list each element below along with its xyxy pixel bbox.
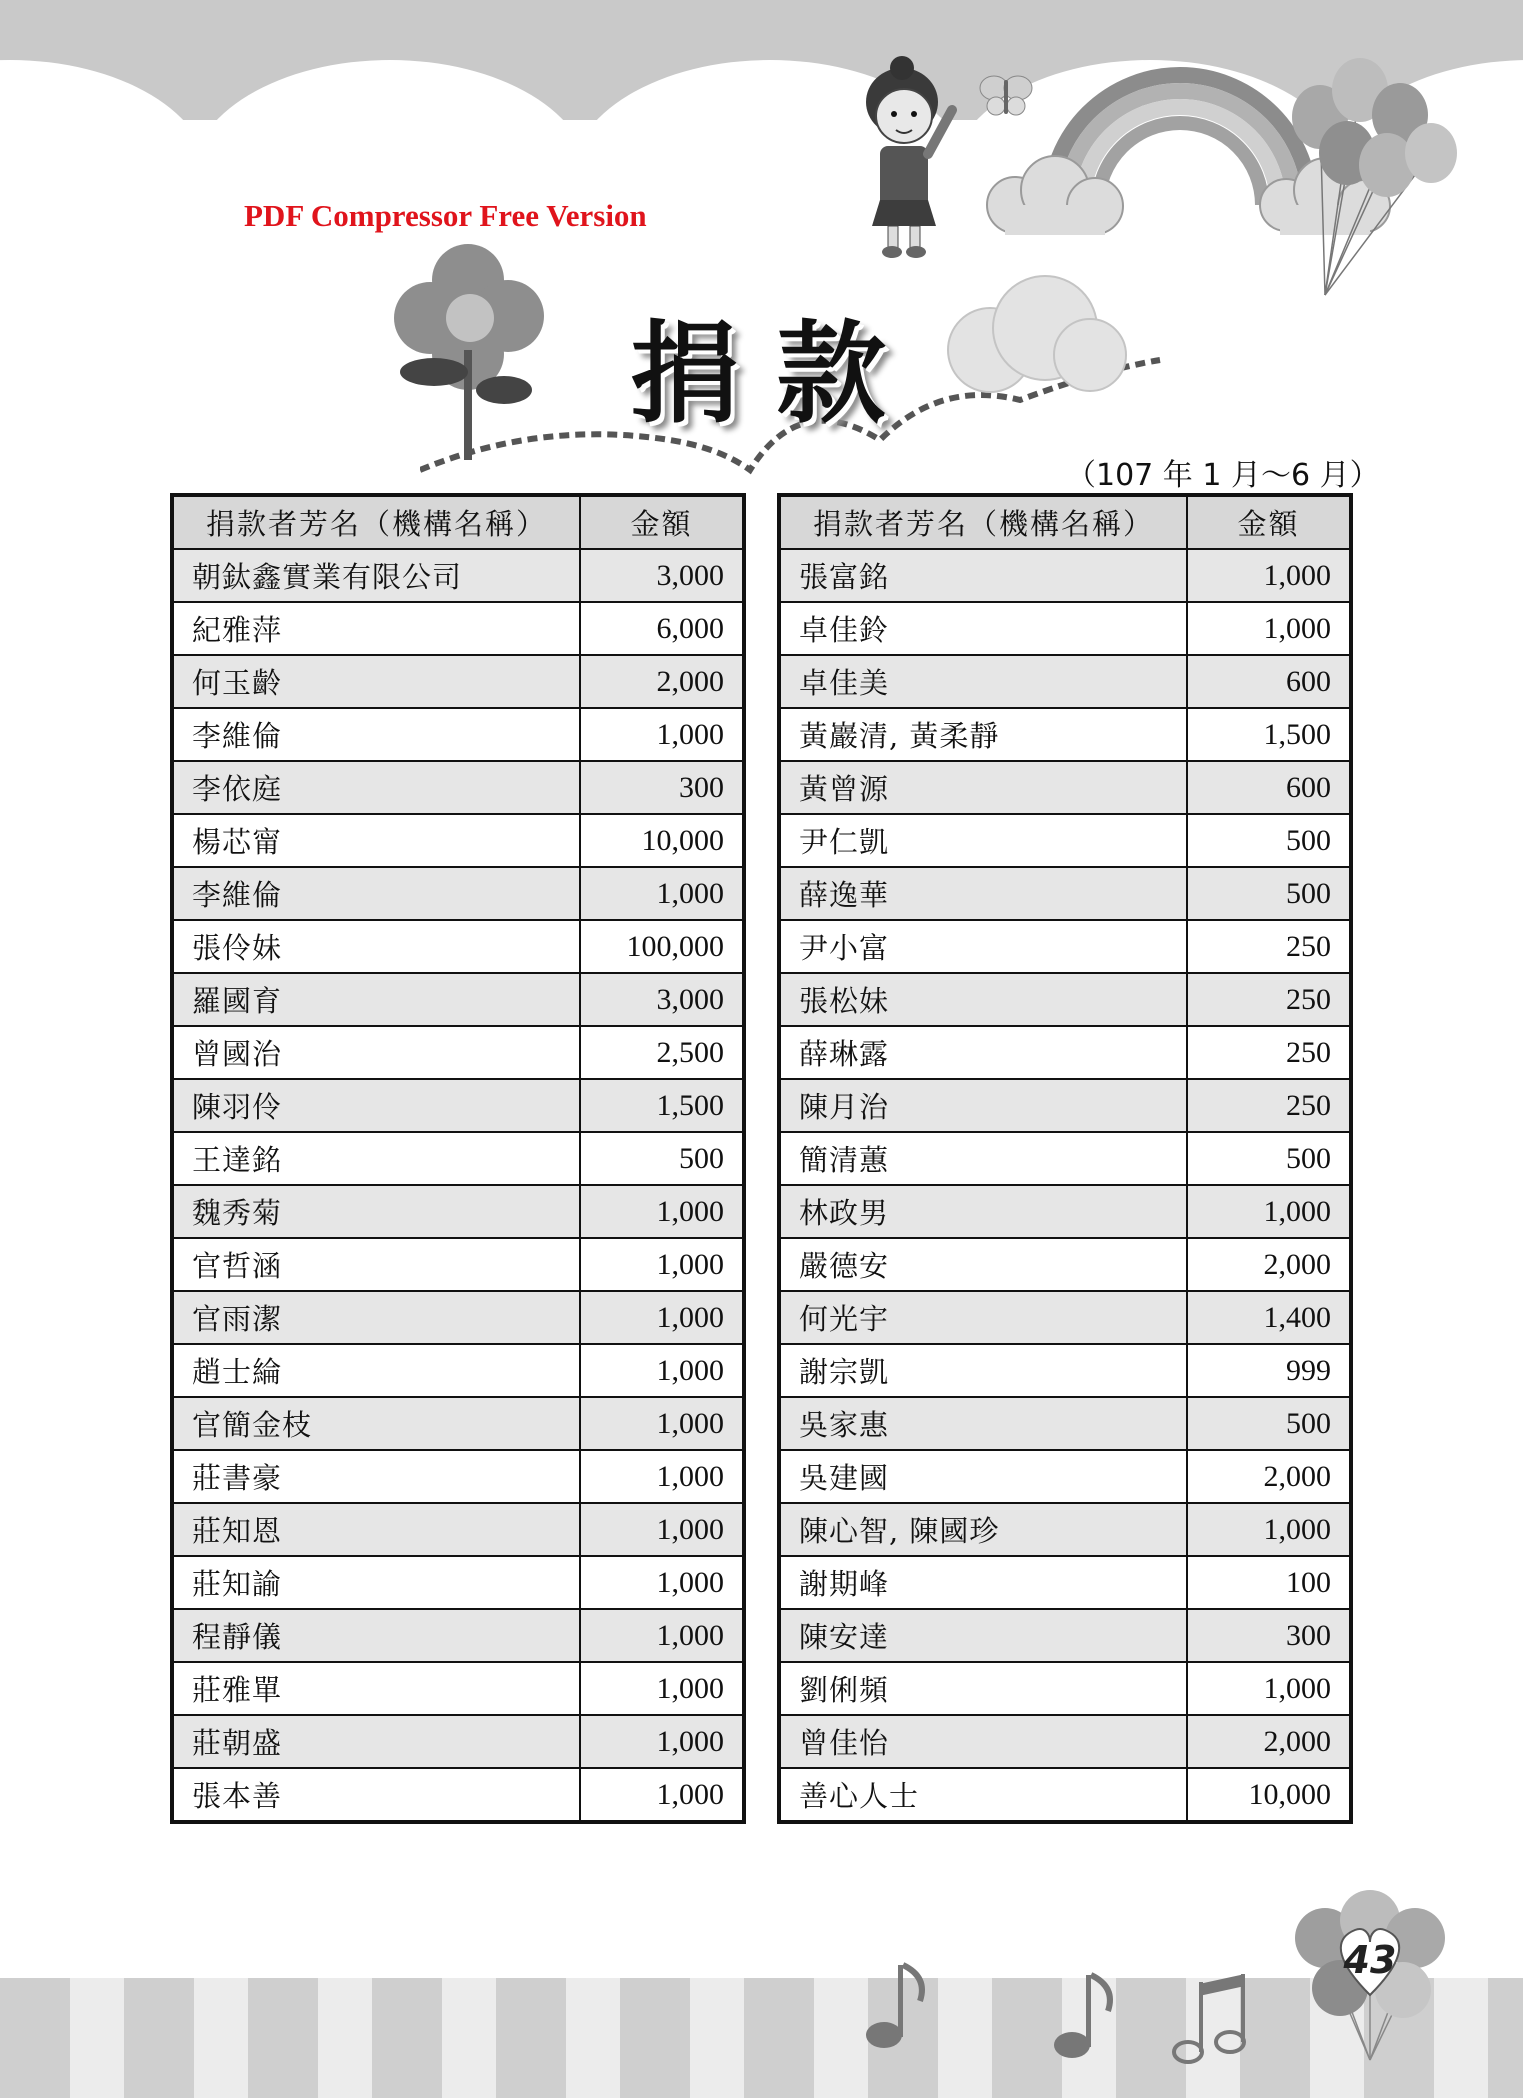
donor-name-cell: 善心人士 bbox=[779, 1768, 1187, 1822]
table-row bbox=[172, 602, 744, 655]
donor-name-cell: 紀雅萍 bbox=[172, 602, 580, 655]
donor-name-cell: 何玉齡 bbox=[172, 655, 580, 708]
table-row bbox=[172, 1185, 744, 1238]
table-row bbox=[172, 655, 744, 708]
donor-name-cell: 卓佳美 bbox=[779, 655, 1187, 708]
column-header-name: 捐款者芳名（機構名稱） bbox=[172, 495, 580, 549]
table-row bbox=[172, 1662, 744, 1715]
donation-amount-cell: 600 bbox=[1187, 655, 1351, 708]
donor-name-cell: 卓佳鈴 bbox=[779, 602, 1187, 655]
donation-amount-cell: 1,000 bbox=[580, 1185, 744, 1238]
cloud-icon bbox=[975, 150, 1135, 240]
period-label: （107 年 1 月～6 月） bbox=[1066, 458, 1380, 493]
table-row bbox=[779, 761, 1351, 814]
table-row bbox=[779, 1397, 1351, 1450]
butterfly-icon bbox=[978, 72, 1034, 118]
donation-amount-cell: 10,000 bbox=[1187, 1768, 1351, 1822]
donor-name-cell: 林政男 bbox=[779, 1185, 1187, 1238]
donor-name-cell: 魏秀菊 bbox=[172, 1185, 580, 1238]
donor-name-cell: 薛琳露 bbox=[779, 1026, 1187, 1079]
table-row bbox=[779, 1132, 1351, 1185]
table-body bbox=[779, 549, 1351, 1822]
donor-name-cell: 陳安達 bbox=[779, 1609, 1187, 1662]
donor-name-cell: 謝期峰 bbox=[779, 1556, 1187, 1609]
donor-name-cell: 莊朝盛 bbox=[172, 1715, 580, 1768]
donor-name-cell: 朝鈦鑫實業有限公司 bbox=[172, 549, 580, 602]
table-row bbox=[172, 1609, 744, 1662]
column-header-name: 捐款者芳名（機構名稱） bbox=[779, 495, 1187, 549]
donor-name-cell: 楊芯甯 bbox=[172, 814, 580, 867]
donor-name-cell: 莊知諭 bbox=[172, 1556, 580, 1609]
donor-name-cell: 吳建國 bbox=[779, 1450, 1187, 1503]
music-note-icon bbox=[862, 1955, 932, 2055]
donor-name-cell: 李依庭 bbox=[172, 761, 580, 814]
donation-amount-cell: 2,500 bbox=[580, 1026, 744, 1079]
donor-name-cell: 張本善 bbox=[172, 1768, 580, 1822]
donor-name-cell: 劉俐頻 bbox=[779, 1662, 1187, 1715]
donation-amount-cell: 2,000 bbox=[1187, 1238, 1351, 1291]
donation-amount-cell: 2,000 bbox=[580, 655, 744, 708]
table-row bbox=[172, 1556, 744, 1609]
table-row bbox=[172, 549, 744, 602]
donor-name-cell: 官雨潔 bbox=[172, 1291, 580, 1344]
table-row bbox=[779, 814, 1351, 867]
donation-amount-cell: 1,500 bbox=[580, 1079, 744, 1132]
donation-amount-cell: 1,000 bbox=[580, 1291, 744, 1344]
donation-amount-cell: 500 bbox=[580, 1132, 744, 1185]
table-row bbox=[172, 867, 744, 920]
table-row bbox=[172, 920, 744, 973]
table-row bbox=[779, 708, 1351, 761]
donation-amount-cell: 500 bbox=[1187, 814, 1351, 867]
donation-amount-cell: 1,000 bbox=[1187, 1662, 1351, 1715]
donation-amount-cell: 500 bbox=[1187, 867, 1351, 920]
table-row bbox=[172, 1344, 744, 1397]
table-row bbox=[779, 973, 1351, 1026]
donation-amount-cell: 600 bbox=[1187, 761, 1351, 814]
donation-amount-cell: 300 bbox=[580, 761, 744, 814]
column-header-amount: 金額 bbox=[1187, 495, 1351, 549]
table-row bbox=[172, 1397, 744, 1450]
donation-amount-cell: 1,000 bbox=[580, 1238, 744, 1291]
donor-name-cell: 何光宇 bbox=[779, 1291, 1187, 1344]
donation-amount-cell: 2,000 bbox=[1187, 1450, 1351, 1503]
donation-amount-cell: 1,000 bbox=[580, 1715, 744, 1768]
donor-name-cell: 張伶妹 bbox=[172, 920, 580, 973]
donation-amount-cell: 500 bbox=[1187, 1132, 1351, 1185]
donor-name-cell: 尹小富 bbox=[779, 920, 1187, 973]
donation-amount-cell: 1,000 bbox=[1187, 1503, 1351, 1556]
donor-name-cell: 莊知恩 bbox=[172, 1503, 580, 1556]
donation-amount-cell: 300 bbox=[1187, 1609, 1351, 1662]
table-row bbox=[172, 1132, 744, 1185]
donor-name-cell: 陳月治 bbox=[779, 1079, 1187, 1132]
table-row bbox=[172, 1450, 744, 1503]
table-row bbox=[779, 1450, 1351, 1503]
table-row bbox=[779, 1768, 1351, 1822]
page-number: 43 bbox=[1343, 1938, 1397, 1982]
donor-name-cell: 官簡金枝 bbox=[172, 1397, 580, 1450]
table-row bbox=[779, 1503, 1351, 1556]
donor-name-cell: 李維倫 bbox=[172, 708, 580, 761]
donor-name-cell: 張松妹 bbox=[779, 973, 1187, 1026]
donation-amount-cell: 3,000 bbox=[580, 973, 744, 1026]
donation-amount-cell: 250 bbox=[1187, 920, 1351, 973]
donor-name-cell: 王達銘 bbox=[172, 1132, 580, 1185]
donor-name-cell: 簡清蕙 bbox=[779, 1132, 1187, 1185]
balloons-icon bbox=[1285, 45, 1465, 305]
donation-amount-cell: 1,000 bbox=[1187, 1185, 1351, 1238]
donation-amount-cell: 1,000 bbox=[580, 1768, 744, 1822]
table-body bbox=[172, 549, 744, 1822]
donation-amount-cell: 1,500 bbox=[1187, 708, 1351, 761]
table-row bbox=[172, 708, 744, 761]
donation-amount-cell: 6,000 bbox=[580, 602, 744, 655]
donation-amount-cell: 1,000 bbox=[580, 1662, 744, 1715]
donor-name-cell: 莊雅單 bbox=[172, 1662, 580, 1715]
table-row bbox=[779, 1556, 1351, 1609]
donor-name-cell: 程靜儀 bbox=[172, 1609, 580, 1662]
donor-name-cell: 官哲涵 bbox=[172, 1238, 580, 1291]
donor-name-cell: 尹仁凱 bbox=[779, 814, 1187, 867]
table-row bbox=[172, 1768, 744, 1822]
donor-name-cell: 趙士綸 bbox=[172, 1344, 580, 1397]
table-row bbox=[779, 1238, 1351, 1291]
donation-amount-cell: 1,400 bbox=[1187, 1291, 1351, 1344]
donation-amount-cell: 100,000 bbox=[580, 920, 744, 973]
table-row bbox=[172, 973, 744, 1026]
page-title: 捐款 bbox=[630, 310, 922, 438]
donation-table-left bbox=[170, 493, 746, 1824]
donor-name-cell: 黃曾源 bbox=[779, 761, 1187, 814]
table-row bbox=[779, 1662, 1351, 1715]
donation-amount-cell: 250 bbox=[1187, 973, 1351, 1026]
table-row bbox=[779, 1344, 1351, 1397]
table-row bbox=[779, 602, 1351, 655]
table-row bbox=[779, 1291, 1351, 1344]
donation-amount-cell: 1,000 bbox=[580, 1556, 744, 1609]
donor-name-cell: 嚴德安 bbox=[779, 1238, 1187, 1291]
donation-amount-cell: 10,000 bbox=[580, 814, 744, 867]
donor-name-cell: 陳心智, 陳國珍 bbox=[779, 1503, 1187, 1556]
donation-amount-cell: 1,000 bbox=[1187, 602, 1351, 655]
donor-name-cell: 李維倫 bbox=[172, 867, 580, 920]
donation-amount-cell: 100 bbox=[1187, 1556, 1351, 1609]
table-row bbox=[779, 549, 1351, 602]
donation-amount-cell: 1,000 bbox=[580, 1450, 744, 1503]
table-row bbox=[172, 814, 744, 867]
cloud-icon bbox=[940, 270, 1130, 410]
table-row bbox=[172, 1026, 744, 1079]
table-row bbox=[779, 1715, 1351, 1768]
donation-amount-cell: 500 bbox=[1187, 1397, 1351, 1450]
donation-amount-cell: 999 bbox=[1187, 1344, 1351, 1397]
table-row bbox=[779, 1609, 1351, 1662]
music-note-icon bbox=[1170, 1970, 1250, 2070]
column-header-amount: 金額 bbox=[580, 495, 744, 549]
donor-name-cell: 黃巖清, 黃柔靜 bbox=[779, 708, 1187, 761]
donor-name-cell: 薛逸華 bbox=[779, 867, 1187, 920]
music-note-icon bbox=[1050, 1965, 1120, 2065]
table-row bbox=[779, 920, 1351, 973]
donor-name-cell: 吳家惠 bbox=[779, 1397, 1187, 1450]
donation-amount-cell: 1,000 bbox=[580, 1609, 744, 1662]
table-row bbox=[172, 1715, 744, 1768]
watermark: PDF Compressor Free Version bbox=[244, 198, 647, 233]
donation-amount-cell: 1,000 bbox=[580, 1397, 744, 1450]
table-row bbox=[779, 655, 1351, 708]
donation-amount-cell: 250 bbox=[1187, 1026, 1351, 1079]
table-row bbox=[779, 1185, 1351, 1238]
donation-amount-cell: 1,000 bbox=[580, 1503, 744, 1556]
donor-name-cell: 莊書豪 bbox=[172, 1450, 580, 1503]
donation-table-right bbox=[777, 493, 1353, 1824]
table-row bbox=[172, 1503, 744, 1556]
donor-name-cell: 張富銘 bbox=[779, 549, 1187, 602]
table-row bbox=[172, 1238, 744, 1291]
table-row bbox=[779, 1026, 1351, 1079]
donation-amount-cell: 3,000 bbox=[580, 549, 744, 602]
donation-amount-cell: 1,000 bbox=[580, 1344, 744, 1397]
donation-amount-cell: 2,000 bbox=[1187, 1715, 1351, 1768]
donor-name-cell: 陳羽伶 bbox=[172, 1079, 580, 1132]
table-row bbox=[172, 1291, 744, 1344]
donation-amount-cell: 1,000 bbox=[1187, 549, 1351, 602]
donation-amount-cell: 1,000 bbox=[580, 867, 744, 920]
donation-amount-cell: 1,000 bbox=[580, 708, 744, 761]
donor-name-cell: 謝宗凱 bbox=[779, 1344, 1187, 1397]
donation-amount-cell: 250 bbox=[1187, 1079, 1351, 1132]
donor-name-cell: 曾國治 bbox=[172, 1026, 580, 1079]
girl-illustration bbox=[840, 50, 970, 260]
table-row bbox=[779, 1079, 1351, 1132]
donor-name-cell: 羅國育 bbox=[172, 973, 580, 1026]
table-row bbox=[172, 1079, 744, 1132]
donor-name-cell: 曾佳怡 bbox=[779, 1715, 1187, 1768]
table-row bbox=[779, 867, 1351, 920]
table-row bbox=[172, 761, 744, 814]
